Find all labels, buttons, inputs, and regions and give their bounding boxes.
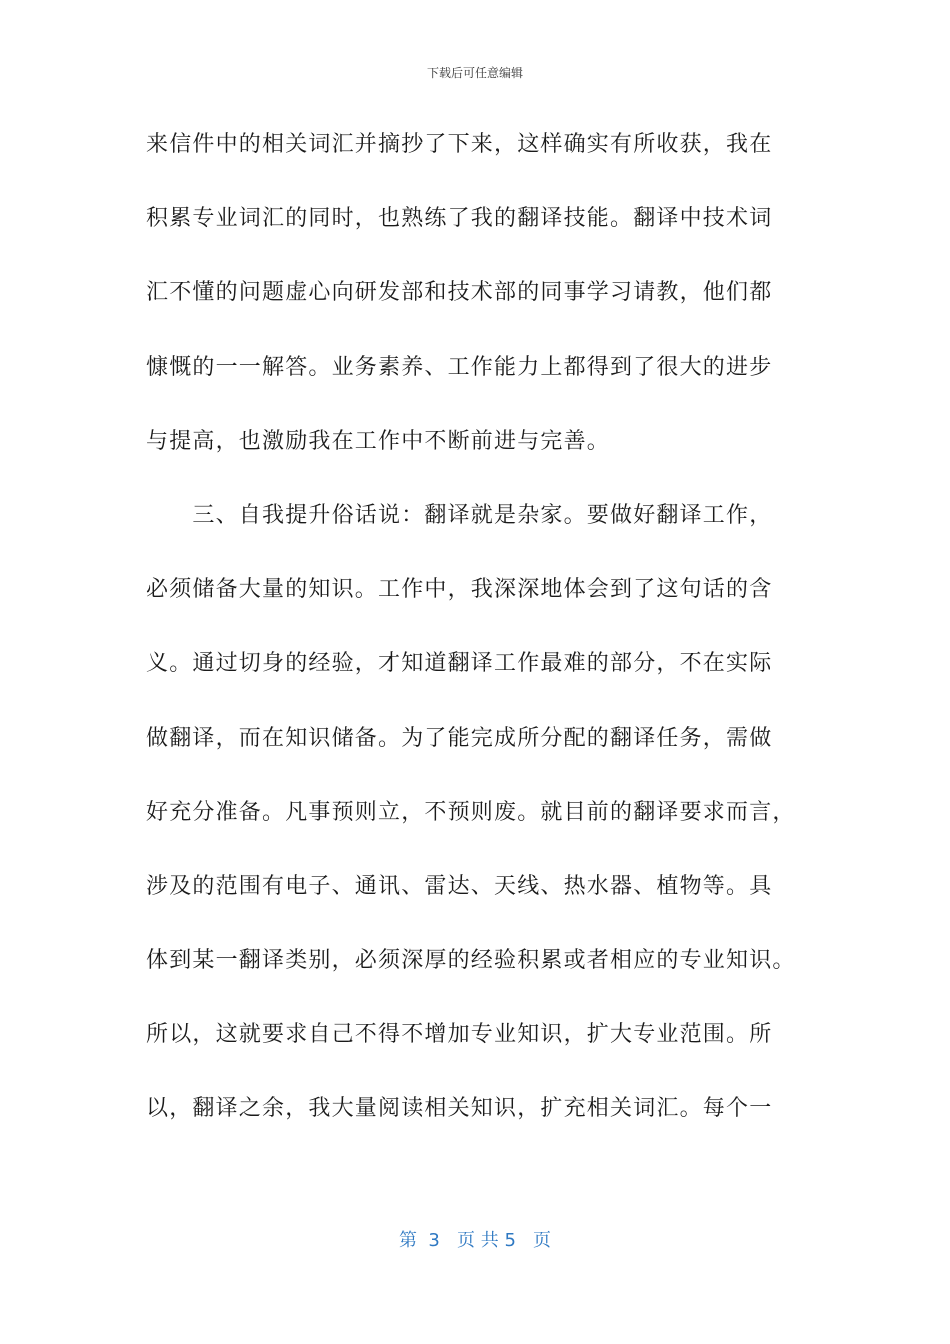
- body-line: 涉及的范围有电子、通讯、雷达、天线、热水器、植物等。具: [146, 873, 773, 899]
- body-line: 做翻译，而在知识储备。为了能完成所分配的翻译任务，需做: [146, 725, 773, 751]
- body-line: 积累专业词汇的同时，也熟练了我的翻译技能。翻译中技术词: [146, 206, 773, 232]
- body-line: 汇不懂的问题虚心向研发部和技术部的同事学习请教，他们都: [146, 280, 773, 306]
- body-line: 与提高，也激励我在工作中不断前进与完善。: [146, 428, 611, 454]
- body-line: 所以，这就要求自己不得不增加专业知识，扩大专业范围。所: [146, 1022, 773, 1048]
- body-line: 义。通过切身的经验，才知道翻译工作最难的部分，不在实际: [146, 651, 773, 677]
- body-line: 三、自我提升俗话说：翻译就是杂家。要做好翻译工作，: [146, 502, 773, 528]
- page-number-footer: 第 3 页 共 5 页: [398, 1230, 552, 1251]
- body-line: 必须储备大量的知识。工作中，我深深地体会到了这句话的含: [146, 577, 773, 603]
- body-line: 体到某一翻译类别，必须深厚的经验积累或者相应的专业知识。: [146, 948, 796, 974]
- body-line: 来信件中的相关词汇并摘抄了下来，这样确实有所收获，我在: [146, 132, 773, 157]
- page-header: 下载后可任意编辑: [426, 66, 523, 80]
- body-line: 慷慨的一一解答。业务素养、工作能力上都得到了很大的进步: [146, 354, 773, 380]
- document-body: [146, 120, 826, 1159]
- body-line: 好充分准备。凡事预则立，不预则废。就目前的翻译要求而言，: [146, 799, 796, 825]
- body-line: 以，翻译之余，我大量阅读相关知识，扩充相关词汇。每个一: [146, 1096, 773, 1122]
